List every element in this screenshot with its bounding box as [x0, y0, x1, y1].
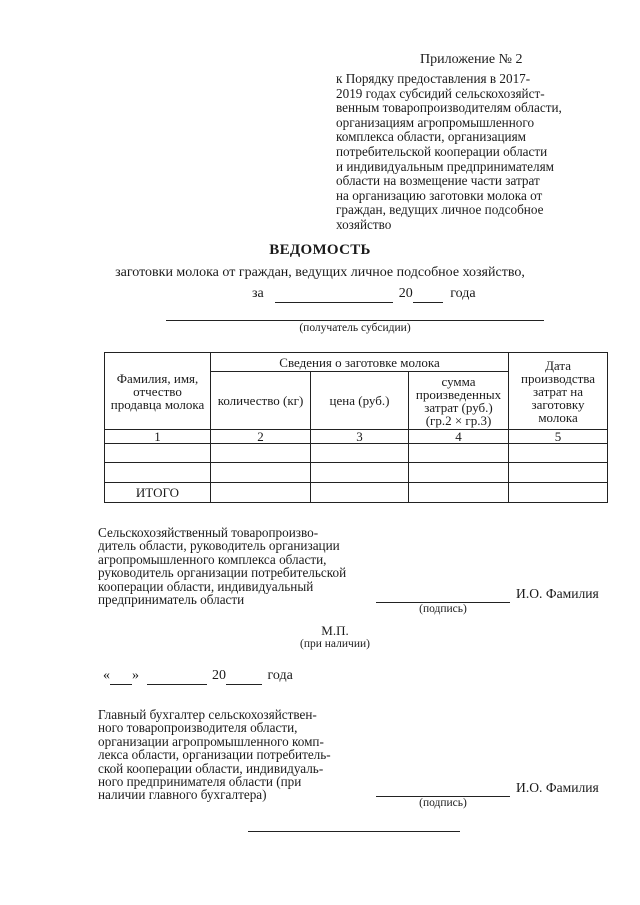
producer-signatory	[98, 526, 346, 606]
table-cell[interactable]	[311, 463, 409, 483]
table-cell[interactable]	[409, 463, 509, 483]
appendix-line: потребительской кооперации области	[336, 143, 548, 159]
recipient-caption: (получатель субсидии)	[299, 322, 411, 334]
table-cell[interactable]	[105, 463, 211, 483]
period-blank	[275, 286, 393, 303]
table-cell[interactable]	[509, 463, 608, 483]
signatory-line: агропромышленного комплекса области,	[98, 551, 327, 567]
appendix-line: хозяйство	[336, 216, 392, 232]
header-price: цена (руб.)	[311, 372, 409, 430]
appendix-line: к Порядку предоставления в 2017-	[336, 71, 531, 86]
signatory-line: Главный бухгалтер сельскохозяйствен-	[98, 707, 317, 722]
column-number: 5	[509, 430, 608, 444]
header-total-cost: сумма произведенных затрат (руб.) (гр.2 × гр.3)	[409, 372, 509, 430]
date-year-blank[interactable]	[226, 668, 262, 685]
signatory-line: кооперации области, индивидуальный	[98, 578, 314, 594]
header-quantity: количество (кг)	[211, 372, 311, 430]
table-row	[105, 463, 608, 483]
signatory-line: Сельскохозяйственный товаропроизво-	[98, 525, 319, 540]
quote-open: «	[103, 668, 110, 683]
signatory-line: предприниматель области	[98, 592, 245, 608]
year-blank	[413, 286, 443, 303]
total-row	[105, 483, 608, 503]
table-cell[interactable]	[211, 463, 311, 483]
signatory-line: ской кооперации области, индивидуаль-	[98, 760, 324, 776]
milk-procurement-table	[104, 352, 608, 503]
appendix-line: организациям агропромышленного	[336, 114, 535, 130]
header-procurement-info: Сведения о заготовке молока	[211, 353, 509, 372]
column-number: 4	[409, 430, 509, 444]
signatory-line: ного предпринимателя области (при	[98, 774, 302, 790]
signing-date	[103, 668, 293, 685]
table-cell[interactable]	[409, 444, 509, 463]
period-year: 20	[398, 286, 413, 301]
document-title: ВЕДОМОСТЬ	[269, 242, 371, 258]
table-cell[interactable]	[311, 444, 409, 463]
appendix-line: венным товаропроизводителям области,	[336, 100, 562, 116]
appendix-line: комплекса области, организациям	[336, 129, 526, 145]
column-number: 3	[311, 430, 409, 444]
signatory-line: дитель области, руководитель организации	[98, 538, 340, 554]
producer-signature-caption: (подпись)	[419, 603, 467, 615]
date-year-prefix: 20	[212, 668, 226, 683]
appendix-line: области на возмещение части затрат	[336, 173, 540, 189]
appendix-line: и индивидуальным предпринимателям	[336, 158, 555, 174]
table-row	[105, 444, 608, 463]
signatory-line: наличии главного бухгалтера)	[98, 787, 267, 803]
signatory-line: организации агропромышленного комп-	[98, 733, 324, 749]
total-label: ИТОГО	[105, 483, 211, 503]
day-blank[interactable]	[110, 668, 132, 685]
header-seller-name: Фамилия, имя, отчество продавца молока	[105, 353, 211, 430]
appendix-line: на организацию заготовки молока от	[336, 187, 543, 203]
table-cell[interactable]	[311, 483, 409, 503]
signatory-line: лекса области, организации потребитель-	[98, 747, 331, 763]
month-blank[interactable]	[147, 668, 207, 685]
appendix-line: 2019 годах субсидий сельскохозяйст-	[336, 85, 545, 101]
producer-name: И.О. Фамилия	[516, 586, 599, 601]
period-prefix: за	[252, 286, 264, 301]
table-cell[interactable]	[509, 444, 608, 463]
table-cell[interactable]	[409, 483, 509, 503]
accountant-signature-caption: (подпись)	[419, 797, 467, 809]
date-suffix: года	[267, 668, 293, 683]
reporting-period	[252, 286, 476, 303]
recipient-line	[166, 320, 544, 321]
table-cell[interactable]	[211, 444, 311, 463]
appendix-reference	[336, 72, 598, 233]
document-subtitle: заготовки молока от граждан, ведущих личное подсобное хозяйство,	[115, 265, 525, 280]
signatory-line: ного товаропроизводителя области,	[98, 720, 298, 736]
header-cost-date: Дата производства затрат на заготовку молока	[509, 353, 608, 430]
accountant-name: И.О. Фамилия	[516, 780, 599, 795]
appendix-title: Приложение № 2	[420, 52, 523, 67]
stamp-note: (при наличии)	[300, 638, 370, 650]
table-cell[interactable]	[105, 444, 211, 463]
quote-close: »	[132, 668, 139, 683]
appendix-line: граждан, ведущих личное подсобное	[336, 202, 544, 218]
table-cell[interactable]	[211, 483, 311, 503]
accountant-signatory	[98, 708, 331, 802]
column-number: 1	[105, 430, 211, 444]
closing-separator	[248, 831, 460, 832]
column-number: 2	[211, 430, 311, 444]
signatory-line: руководитель организации потребительской	[98, 565, 347, 581]
stamp-label: М.П.	[321, 623, 349, 638]
table-cell[interactable]	[509, 483, 608, 503]
period-suffix: года	[450, 286, 476, 301]
